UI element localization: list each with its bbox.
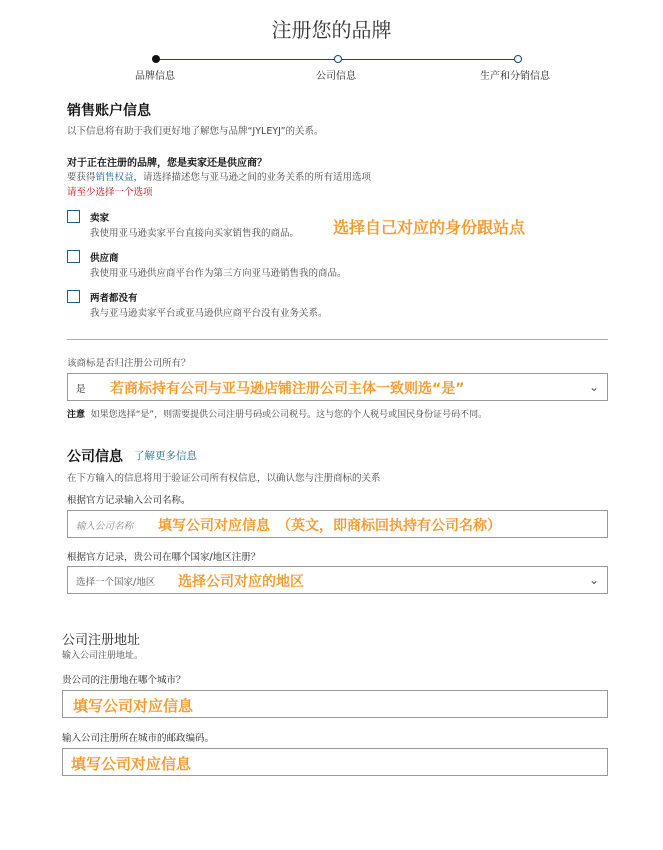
annotation-postal: 填写公司对应信息: [71, 755, 192, 773]
learn-more-link[interactable]: 了解更多信息: [134, 450, 197, 462]
option-label-vendor: 供应商: [90, 253, 119, 264]
step-dot-brand: [152, 55, 160, 63]
company-heading: 公司信息: [67, 449, 123, 465]
city-label: 贵公司的注册地在哪个城市？: [62, 675, 186, 686]
annotation-company-name: 填写公司对应信息 （英文，即商标回执持有公司名称）: [158, 518, 501, 534]
option-label-seller: 卖家: [90, 213, 110, 224]
option-desc-neither: 我与亚马逊卖家平台或亚马逊供应商平台没有业务关系。: [90, 308, 328, 319]
company-subtitle: 在下方输入的信息将用于验证公司所有权信息，以确认您与注册商标的关系: [67, 473, 381, 484]
hint-suffix: ，请选择描述您与亚马逊之间的业务关系的所有适用选项: [133, 172, 372, 183]
checkbox-neither[interactable]: [67, 290, 80, 303]
annotation-country: 选择公司对应的地区: [178, 574, 304, 590]
seller-question: 对于正在注册的品牌，您是卖家还是供应商？: [67, 158, 267, 169]
checkbox-seller[interactable]: [67, 210, 80, 223]
option-desc-seller: 我使用亚马逊卖家平台直接向买家销售我的商品。: [90, 228, 300, 239]
sales-rights-link[interactable]: 销售权益: [95, 172, 134, 183]
error-message: 请至少选择一个选项: [67, 187, 153, 198]
sales-heading: 销售账户信息: [67, 103, 151, 119]
option-desc-vendor: 我使用亚马逊供应商平台作为第三方向亚马逊销售我的商品。: [90, 268, 347, 279]
checkbox-vendor[interactable]: [67, 250, 80, 263]
address-heading: 公司注册地址: [62, 633, 141, 648]
step-label-distribution: 生产和分销信息: [480, 71, 550, 82]
step-dot-company: [334, 55, 342, 63]
hint-prefix: 要获得: [67, 172, 96, 183]
option-label-neither: 两者都没有: [90, 293, 138, 304]
chevron-down-icon: ⌄: [588, 573, 599, 587]
postal-input[interactable]: [62, 748, 608, 776]
ownership-selected: 是: [76, 384, 86, 395]
annotation-ownership: 若商标持有公司与亚马逊店铺注册公司主体一致则选“是”: [110, 381, 465, 397]
step-label-brand: 品牌信息: [135, 71, 175, 82]
ownership-note: [67, 407, 487, 420]
country-select[interactable]: [67, 566, 608, 594]
city-input[interactable]: [62, 690, 608, 718]
step-label-company: 公司信息: [316, 71, 356, 82]
annotation-identity: 选择自己对应的身份跟站点: [333, 218, 526, 237]
company-name-input[interactable]: [67, 510, 608, 538]
seller-hint: [67, 169, 371, 183]
step-dot-distribution: [514, 55, 522, 63]
page-title: 注册您的品牌: [271, 18, 392, 42]
sales-subtitle: 以下信息将有助于我们更好地了解您与品牌“JYLEYJ”的关系。: [67, 126, 324, 137]
ownership-select[interactable]: [67, 373, 608, 401]
company-name-placeholder: 输入公司名称: [76, 521, 134, 532]
company-country-label: 根据官方记录，贵公司在哪个国家/地区注册？: [67, 552, 261, 563]
ownership-question: 该商标是否归注册公司所有？: [67, 358, 191, 369]
address-subtitle: 输入公司注册地址。: [62, 651, 144, 661]
note-label: 注意: [67, 410, 86, 420]
postal-label: 输入公司注册所在城市的邮政编码。: [62, 733, 215, 744]
chevron-down-icon: ⌄: [588, 380, 599, 394]
section-divider: [67, 339, 608, 340]
annotation-city: 填写公司对应信息: [73, 697, 194, 715]
note-text: 如果您选择“是”，则需要提供公司注册号码或公司税号。这与您的个人税号或国民身份证号码不同。: [90, 410, 488, 420]
company-name-label: 根据官方记录输入公司名称。: [67, 495, 191, 506]
country-placeholder: 选择一个国家/地区: [76, 577, 156, 588]
